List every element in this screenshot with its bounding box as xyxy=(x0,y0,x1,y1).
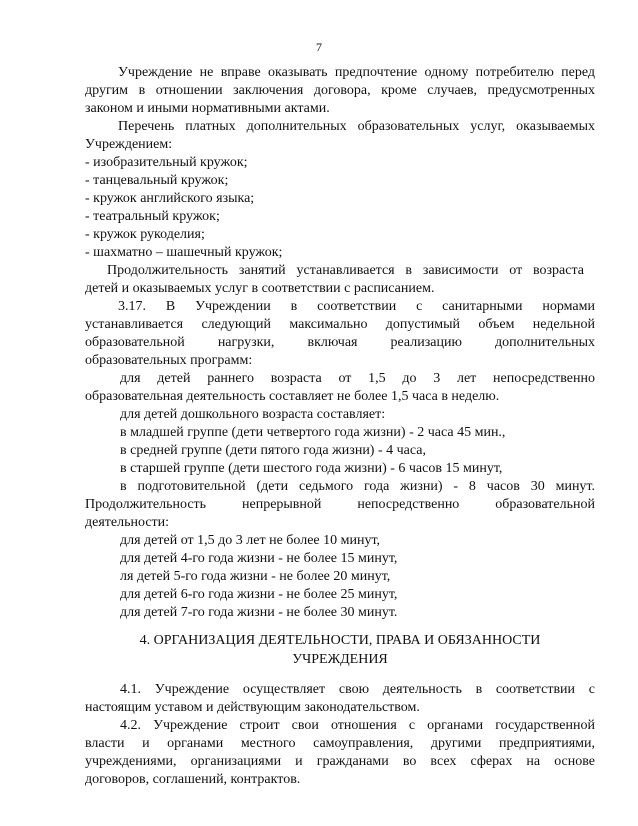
text-line: договоров, соглашений, контрактов. xyxy=(85,772,301,787)
text-line: другим в отношении заключения договора, кроме случаев, предусмотренных xyxy=(85,83,595,98)
text-line: образовательных программ: xyxy=(85,353,253,368)
text-line: 4.1. Учреждение осуществляет свою деятельность в соответствии с xyxy=(120,682,595,697)
text-line: Продолжительность непрерывной непосредственно образовательной xyxy=(85,497,595,512)
text-line: для детей 7-го года жизни - не более 30 минут. xyxy=(120,605,398,620)
text-line: в старшей группе (дети шестого года жизни) - 6 часов 15 минут, xyxy=(120,461,503,476)
list-item: - театральный кружок; xyxy=(85,209,220,224)
section-heading: 4. ОРГАНИЗАЦИЯ ДЕЯТЕЛЬНОСТИ, ПРАВА И ОБЯЗАННОСТИ xyxy=(139,633,541,648)
text-line: власти и органами местного самоуправления, другими предприятиями, xyxy=(85,736,595,751)
text-line: Продолжительность занятий устанавливается в зависимости от возраста xyxy=(107,263,584,278)
list-item: - шахматно – шашечный кружок; xyxy=(85,245,283,260)
text-line: законом и иными нормативными актами. xyxy=(85,101,330,116)
text-line: 3.17. В Учреждении в соответствии с санитарными нормами xyxy=(118,299,595,314)
text-line: настоящим уставом и действующим законодательством. xyxy=(85,700,420,715)
text-line: Учреждением: xyxy=(85,137,173,152)
text-line: устанавливается следующий максимально допустимый объем недельной xyxy=(85,317,595,332)
list-item: - кружок рукоделия; xyxy=(85,227,205,242)
text-line: Учреждение не вправе оказывать предпочтение одному потребителю перед xyxy=(118,65,595,80)
section-heading: УЧРЕЖДЕНИЯ xyxy=(292,652,388,667)
text-line: для детей раннего возраста от 1,5 до 3 лет непосредственно xyxy=(120,371,595,386)
list-item: - изобразительный кружок; xyxy=(85,155,248,170)
text-line: для детей 4-го года жизни - не более 15 минут, xyxy=(120,551,398,566)
text-line: учреждениями, организациями и гражданами во всех сферах на основе xyxy=(85,754,595,769)
text-line: в средней группе (дети пятого года жизни) - 4 часа, xyxy=(120,443,426,458)
list-item: - танцевальный кружок; xyxy=(85,173,229,188)
text-line: для детей 6-го года жизни - не более 25 минут, xyxy=(120,587,398,602)
text-line: для детей дошкольного возраста составляет: xyxy=(120,407,386,422)
text-line: ля детей 5-го года жизни - не более 20 минут, xyxy=(120,569,391,584)
text-line: деятельности: xyxy=(85,515,170,530)
page-number: 7 xyxy=(316,40,322,54)
text-line: образовательная деятельность составляет не более 1,5 часа в неделю. xyxy=(85,389,500,404)
text-line: Перечень платных дополнительных образовательных услуг, оказываемых xyxy=(118,119,595,134)
text-line: 4.2. Учреждение строит свои отношения с органами государственной xyxy=(120,718,595,733)
list-item: - кружок английского языка; xyxy=(85,191,255,206)
text-line: детей и оказываемых услуг в соответствии с расписанием. xyxy=(85,281,435,296)
text-line: в младшей группе (дети четвертого года жизни) - 2 часа 45 мин., xyxy=(120,425,506,440)
text-line: для детей от 1,5 до 3 лет не более 10 минут, xyxy=(120,533,381,548)
text-line: образовательной нагрузки, включая реализацию дополнительных xyxy=(85,335,595,350)
text-line: в подготовительной (дети седьмого года жизни) - 8 часов 30 минут. xyxy=(120,479,595,494)
